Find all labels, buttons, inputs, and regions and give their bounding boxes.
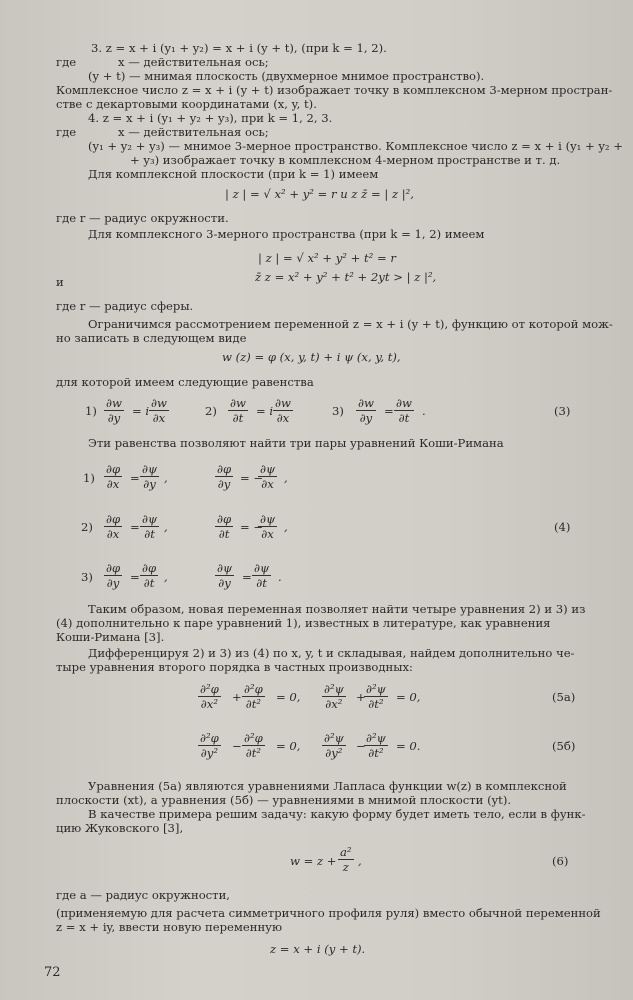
page-number: 72 bbox=[44, 965, 61, 980]
fraction: $\frac{\partial\psi}{\partial x}$ bbox=[260, 512, 276, 541]
punct: , bbox=[358, 854, 362, 868]
text-line: где r — радиус сферы. bbox=[56, 299, 194, 313]
text-line: x — действительная ось; bbox=[118, 55, 269, 69]
equation-number: (4) bbox=[554, 520, 571, 534]
text-line: 3. z = x + i (y₁ + y₂) = x + i (y + t), (при k = 1, 2). bbox=[91, 41, 387, 55]
text-line: Для комплексной плоскости (при k = 1) имеем bbox=[88, 167, 379, 181]
equals: = − bbox=[240, 520, 264, 534]
fraction: $\frac{\partial w}{\partial y}$ bbox=[106, 396, 122, 425]
text-line: (y₁ + y₂ + y₃) — мнимое 3-мерное пространство. Комплексное число z = x + i (y₁ + y₂ + bbox=[88, 139, 623, 153]
fraction: $\frac{\text{∂²ψ}}{\text{∂y²}}$ bbox=[324, 731, 344, 760]
eq3-label: 2) bbox=[205, 404, 217, 418]
text-line: В качестве примера решим задачу: какую форму будет иметь тело, если в функ- bbox=[88, 807, 586, 821]
equals: = bbox=[130, 570, 140, 584]
operator: − bbox=[356, 739, 366, 753]
equals: = bbox=[384, 404, 394, 418]
equals: = bbox=[242, 570, 252, 584]
text-line: Дифференцируя 2) и 3) из (4) по x, y, t и складывая, найдем дополнительно че- bbox=[88, 646, 575, 660]
equation-line: z̄ z = x² + y² + t² + 2yt > | z |², bbox=[255, 270, 437, 284]
fraction: $\frac{\text{a²}}{z}$ bbox=[340, 845, 352, 874]
equals: = bbox=[130, 471, 140, 485]
equals: = 0. bbox=[396, 739, 421, 753]
operator: − bbox=[232, 739, 242, 753]
fraction: $\frac{\partial\varphi}{\partial y}$ bbox=[217, 462, 232, 491]
text-line: где a — радиус окружности, bbox=[56, 888, 230, 902]
punct: , bbox=[284, 520, 288, 534]
equation-line: w (z) = φ (x, y, t) + i ψ (x, y, t), bbox=[222, 350, 401, 364]
eq4-label: 3) bbox=[81, 570, 93, 584]
equation-line: | z | = √ x² + y² = r и z z̄ = | z |², bbox=[225, 187, 414, 201]
text-line: тыре уравнения второго порядка в частных производных: bbox=[56, 660, 413, 674]
fraction: $\frac{\text{∂²ψ}}{\text{∂x²}}$ bbox=[324, 682, 344, 711]
punct: . bbox=[278, 570, 282, 584]
text-line: стве с декартовыми координатами (x, y, t). bbox=[56, 97, 317, 111]
text-line: но записать в следующем виде bbox=[56, 331, 247, 345]
equals: = i bbox=[132, 404, 150, 418]
text-line: z = x + iy, ввести новую переменную bbox=[56, 920, 283, 934]
equation-line: z = x + i (y + t). bbox=[270, 942, 366, 956]
text-line: Коши-Римана [3]. bbox=[56, 630, 165, 644]
text-line: Таким образом, новая переменная позволяет найти четыре уравнения 2) и 3) из bbox=[88, 602, 586, 616]
eq4-label: 1) bbox=[83, 471, 95, 485]
equals: = 0, bbox=[396, 690, 421, 704]
fraction: $\frac{\text{∂²φ}}{\text{∂x²}}$ bbox=[200, 682, 219, 711]
equation-line: | z | = √ x² + y² + t² = r bbox=[258, 251, 396, 265]
fraction: $\frac{\partial\psi}{\partial y}$ bbox=[217, 561, 233, 590]
text-line: Комплексное число z = x + i (y + t) изображает точку в комплексном 3-мерном простран- bbox=[56, 83, 613, 97]
equation-number: (5а) bbox=[552, 690, 576, 704]
fraction: $\frac{\partial w}{\partial t}$ bbox=[230, 396, 246, 425]
eq3-label: 3) bbox=[332, 404, 344, 418]
equation-number: (3) bbox=[554, 404, 571, 418]
fraction: $\frac{\text{∂²φ}}{\text{∂y²}}$ bbox=[200, 731, 219, 760]
punct: , bbox=[164, 520, 168, 534]
text-line: + y₃) изображает точку в комплексном 4-мерном пространстве и т. д. bbox=[130, 153, 561, 167]
text-line: где bbox=[56, 125, 77, 139]
equals: = 0, bbox=[276, 739, 301, 753]
fraction: $\frac{\partial\varphi}{\partial y}$ bbox=[106, 561, 121, 590]
eq4-label: 2) bbox=[81, 520, 93, 534]
text-line: где bbox=[56, 55, 77, 69]
punct: , bbox=[284, 471, 288, 485]
fraction: $\frac{\text{∂²φ}}{\text{∂t²}}$ bbox=[244, 731, 263, 760]
text-line: плоскости (xt), а уравнения (5б) — уравнениями в мнимой плоскости (yt). bbox=[56, 793, 512, 807]
text-line: Уравнения (5а) являются уравнениями Лапласа функции w(z) в комплексной bbox=[88, 779, 567, 793]
equation-number: (6) bbox=[552, 854, 569, 868]
text-line: Для комплексного 3-мерного пространства (при k = 1, 2) имеем bbox=[88, 227, 485, 241]
equation-number: (5б) bbox=[552, 739, 576, 753]
fraction: $\frac{\partial w}{\partial t}$ bbox=[396, 396, 412, 425]
text-line: и bbox=[56, 275, 64, 289]
punct: , bbox=[164, 471, 168, 485]
operator: + bbox=[232, 690, 242, 704]
fraction: $\frac{\partial\varphi}{\partial x}$ bbox=[106, 462, 121, 491]
operator: + bbox=[356, 690, 366, 704]
text-line: (4) дополнительно к паре уравнений 1), известных в литературе, как уравнения bbox=[56, 616, 551, 630]
fraction: $\frac{\partial\psi}{\partial y}$ bbox=[142, 462, 158, 491]
fraction: $\frac{\partial w}{\partial y}$ bbox=[358, 396, 374, 425]
fraction: $\frac{\partial\psi}{\partial x}$ bbox=[260, 462, 276, 491]
equals: = bbox=[130, 520, 140, 534]
fraction: $\frac{\text{∂²φ}}{\text{∂t²}}$ bbox=[244, 682, 263, 711]
text-line: где r — радиус окружности. bbox=[56, 211, 229, 225]
fraction: $\frac{\text{∂²ψ}}{\text{∂t²}}$ bbox=[366, 731, 386, 760]
text-line: Эти равенства позволяют найти три пары уравнений Коши-Римана bbox=[88, 436, 504, 450]
punct: , bbox=[164, 570, 168, 584]
fraction: $\frac{\partial\varphi}{\partial x}$ bbox=[106, 512, 121, 541]
fraction: $\frac{\text{∂²ψ}}{\text{∂t²}}$ bbox=[366, 682, 386, 711]
fraction: $\frac{\partial w}{\partial x}$ bbox=[151, 396, 167, 425]
fraction: $\frac{\partial\psi}{\partial t}$ bbox=[142, 512, 158, 541]
text-line: 4. z = x + i (y₁ + y₂ + y₃), при k = 1, 2, 3. bbox=[88, 111, 333, 125]
text-line: (применяемую для расчета симметричного профиля руля) вместо обычной переменной bbox=[56, 906, 601, 920]
text-line: цию Жуковского [3], bbox=[56, 821, 184, 835]
eq3-label: 1) bbox=[85, 404, 97, 418]
text-line: Ограничимся рассмотрением переменной z = x + i (y + t), функцию от которой мож- bbox=[88, 317, 613, 331]
punct: . bbox=[422, 404, 426, 418]
equals: = − bbox=[240, 471, 264, 485]
text-line: x — действительная ось; bbox=[118, 125, 269, 139]
equation-lhs: w = z + bbox=[290, 854, 337, 868]
fraction: $\frac{\partial\psi}{\partial t}$ bbox=[254, 561, 270, 590]
text-line: для которой имеем следующие равенства bbox=[56, 375, 314, 389]
equals: = 0, bbox=[276, 690, 301, 704]
equals: = i bbox=[256, 404, 274, 418]
fraction: $\frac{\partial\varphi}{\partial t}$ bbox=[142, 561, 157, 590]
text-line: (y + t) — мнимая плоскость (двухмерное мнимое пространство). bbox=[88, 69, 485, 83]
fraction: $\frac{\partial w}{\partial x}$ bbox=[275, 396, 291, 425]
fraction: $\frac{\partial\varphi}{\partial t}$ bbox=[217, 512, 232, 541]
